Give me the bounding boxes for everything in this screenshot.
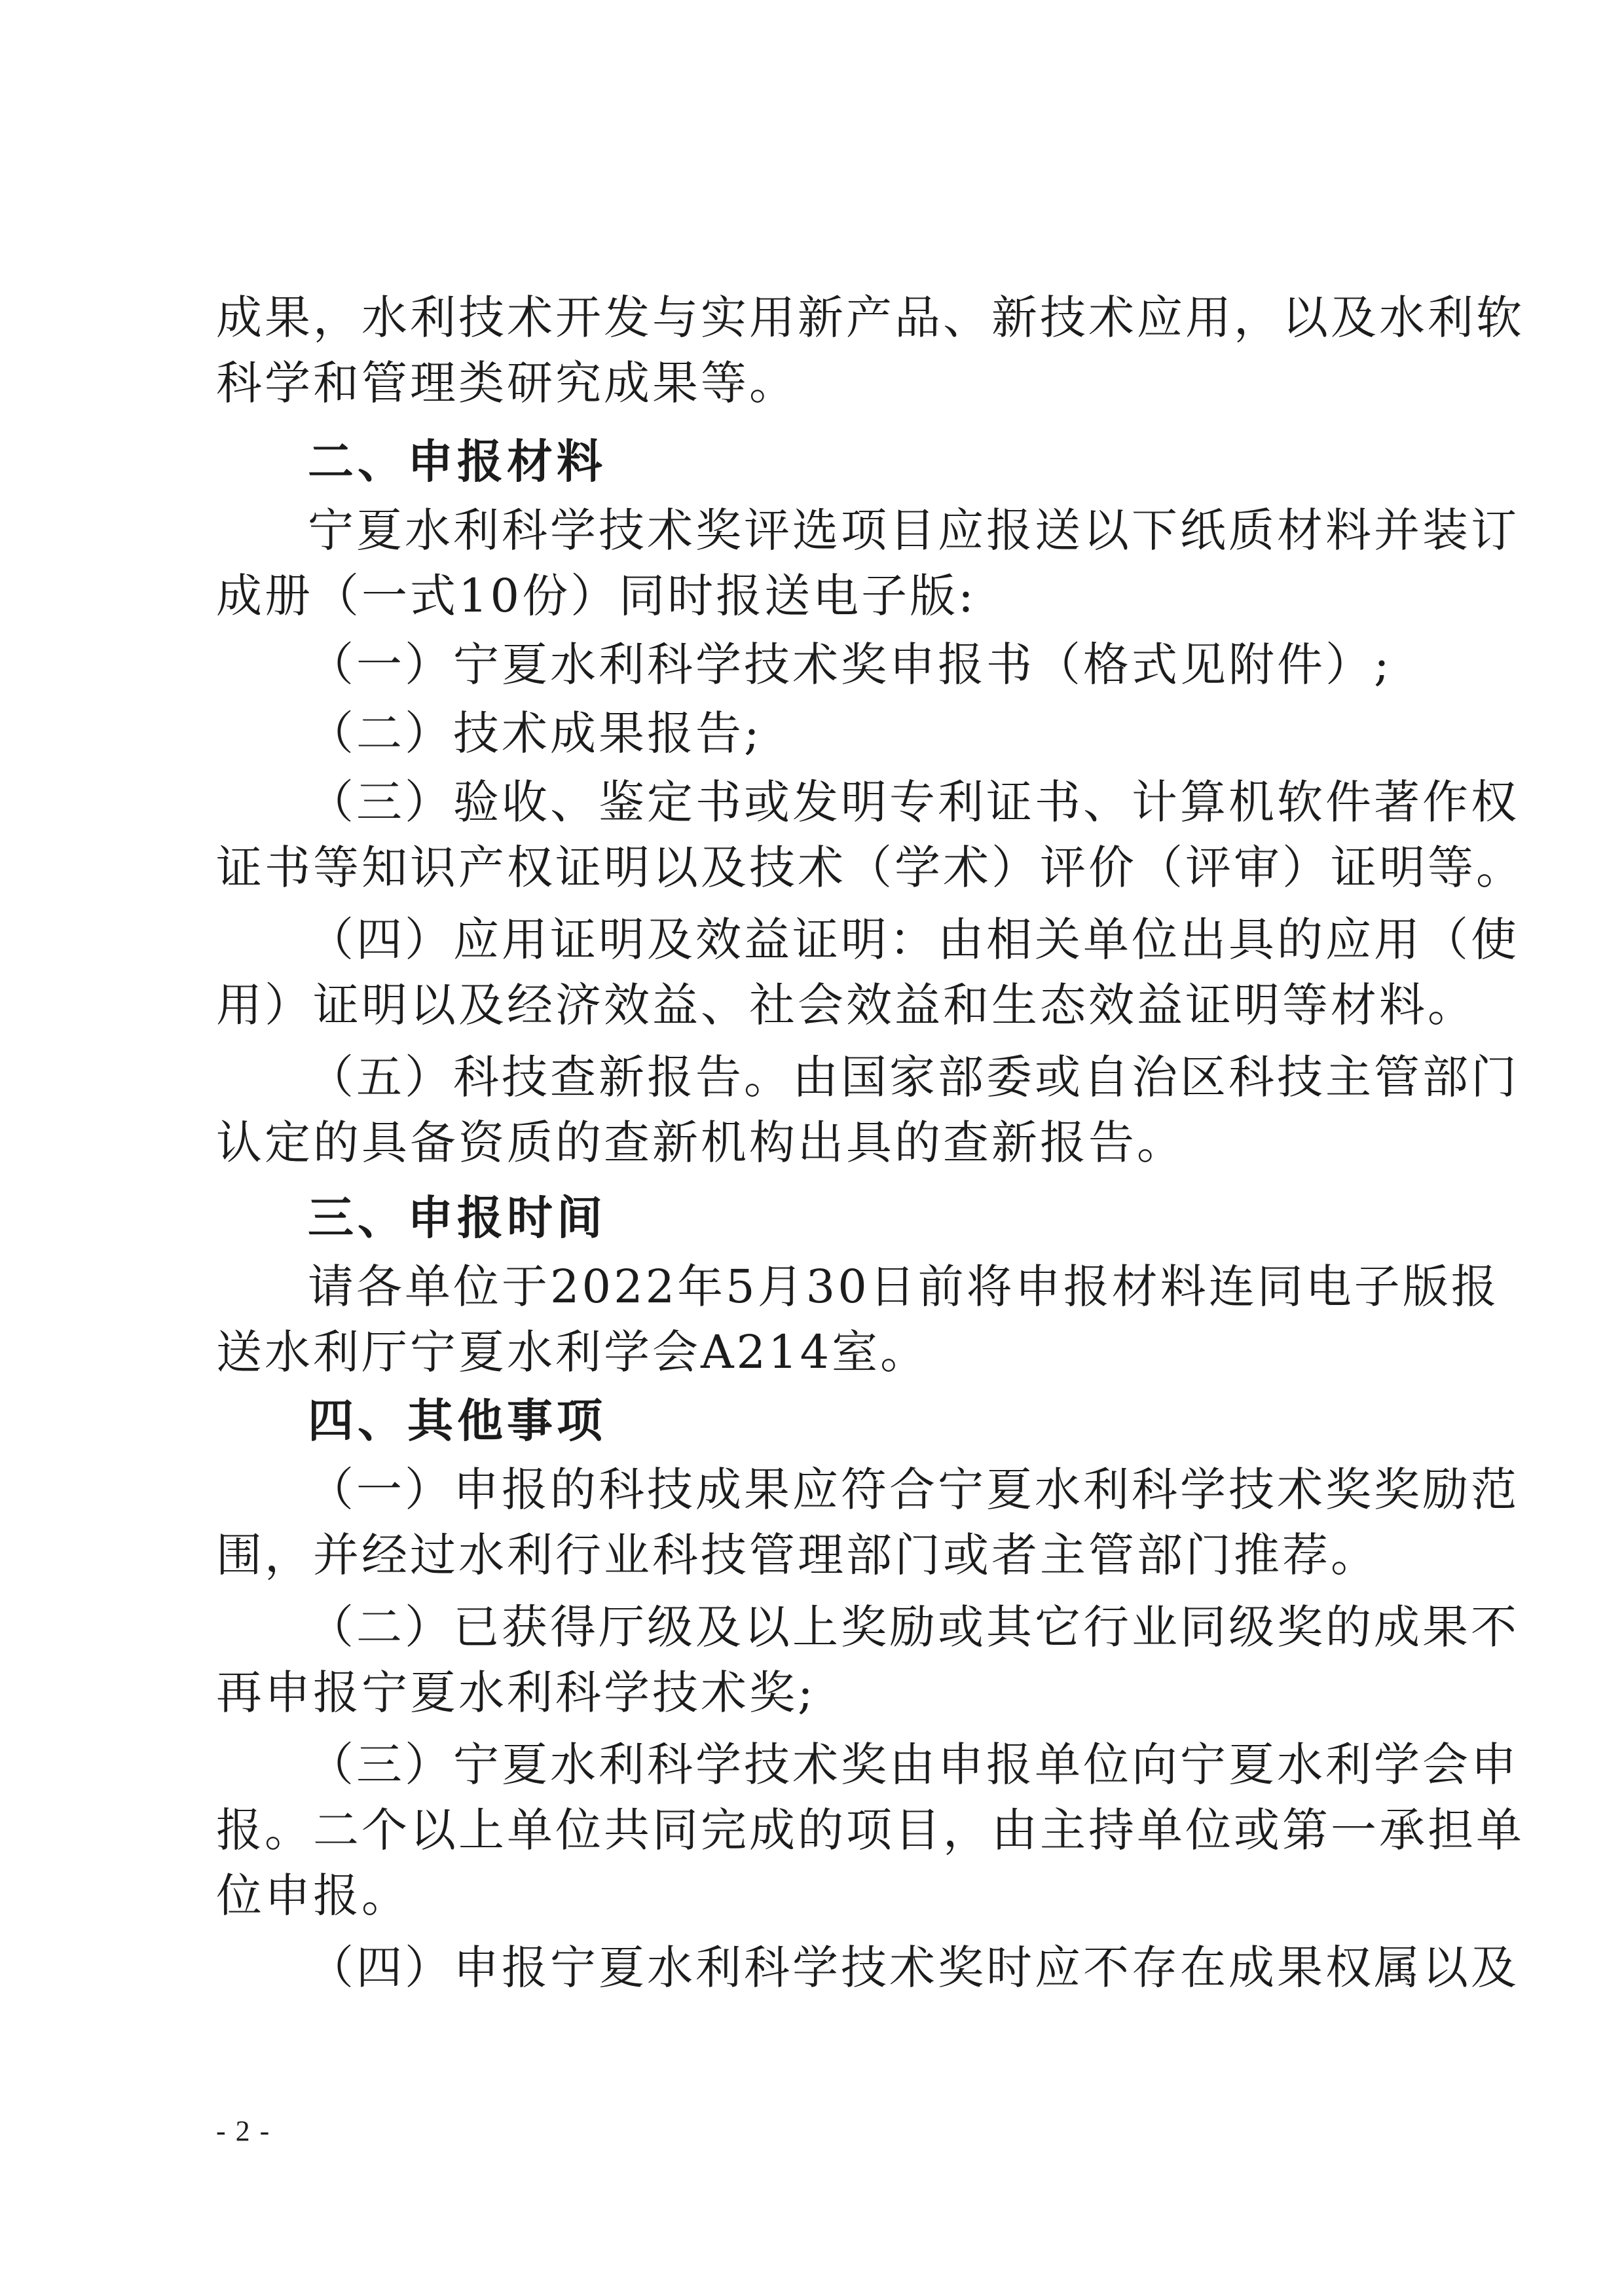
section-heading-other: 四、其他事项 xyxy=(308,1394,606,1448)
other-item-3-line-1: （三）宁夏水利科学技术奖由申报单位向宁夏水利学会申 xyxy=(308,1738,1519,1791)
page-number: - 2 - xyxy=(216,2115,271,2147)
materials-item-5-line-2: 认定的具备资质的查新机构出具的查新报告。 xyxy=(216,1116,1185,1169)
other-item-4-line-1: （四）申报宁夏水利科学技术奖时应不存在成果权属以及 xyxy=(308,1941,1519,1994)
continuation-line-2: 科学和管理类研究成果等。 xyxy=(216,356,798,410)
materials-item-3-line-2: 证书等知识产权证明以及技术（学术）评价（评审）证明等。 xyxy=(216,841,1524,894)
section-heading-time: 三、申报时间 xyxy=(308,1191,606,1245)
materials-item-5-line-1: （五）科技查新报告。由国家部委或自治区科技主管部门 xyxy=(308,1050,1519,1104)
materials-item-4-line-2: 用）证明以及经济效益、社会效益和生态效益证明等材料。 xyxy=(216,978,1476,1032)
other-item-2-line-1: （二）已获得厅级及以上奖励或其它行业同级奖的成果不 xyxy=(308,1600,1519,1654)
section-heading-materials: 二、申报材料 xyxy=(308,435,606,488)
materials-item-2: （二）技术成果报告; xyxy=(308,707,762,760)
materials-item-1: （一）宁夏水利科学技术奖申报书（格式见附件）; xyxy=(308,638,1392,691)
materials-intro-line-1: 宁夏水利科学技术奖评选项目应报送以下纸质材料并装订 xyxy=(308,504,1519,557)
time-text-line-1: 请各单位于2022年5月30日前将申报材料连同电子版报 xyxy=(308,1260,1500,1313)
other-item-2-line-2: 再申报宁夏水利科学技术奖; xyxy=(216,1666,816,1719)
other-item-3-line-3: 位申报。 xyxy=(216,1869,410,1922)
materials-item-3-line-1: （三）验收、鉴定书或发明专利证书、计算机软件著作权 xyxy=(308,775,1519,829)
materials-item-4-line-1: （四）应用证明及效益证明：由相关单位出具的应用（使 xyxy=(308,913,1519,966)
continuation-line-1: 成果，水利技术开发与实用新产品、新技术应用，以及水利软 xyxy=(216,291,1524,344)
materials-intro-line-2: 成册（一式10份）同时报送电子版: xyxy=(216,569,976,623)
time-text-line-2: 送水利厅宁夏水利学会A214室。 xyxy=(216,1325,929,1379)
other-item-1-line-2: 围，并经过水利行业科技管理部门或者主管部门推荐。 xyxy=(216,1528,1379,1582)
other-item-3-line-2: 报。二个以上单位共同完成的项目，由主持单位或第一承担单 xyxy=(216,1803,1524,1857)
other-item-1-line-1: （一）申报的科技成果应符合宁夏水利科学技术奖奖励范 xyxy=(308,1463,1519,1516)
